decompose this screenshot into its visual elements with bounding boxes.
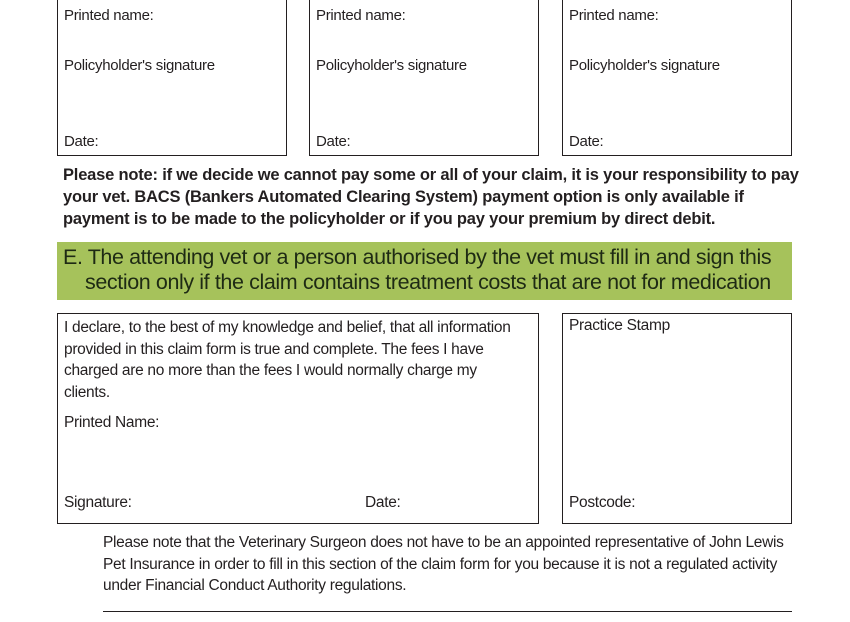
postcode-label: Postcode: <box>569 494 636 511</box>
policyholder-signature-label: Policyholder's signature <box>64 57 215 74</box>
policyholder-signature-box-1[interactable] <box>57 0 287 156</box>
printed-name-label: Printed name: <box>64 7 154 24</box>
date-label: Date: <box>64 133 99 150</box>
date-label: Date: <box>569 133 604 150</box>
practice-stamp-box[interactable] <box>562 313 792 524</box>
vet-regulation-note: Please note that the Veterinary Surgeon does not have to be an appointed representative of John Lewis Pet Insurance in order to fill in this section of the claim form for you because it is not a regulated activity under Financial Conduct Authority regulations. <box>103 534 784 594</box>
policyholder-signature-box-3[interactable] <box>562 0 792 156</box>
practice-stamp-label: Practice Stamp <box>569 317 670 334</box>
vet-signature-label: Signature: <box>64 494 132 511</box>
payment-note: Please note: if we decide we cannot pay some or all of your claim, it is your responsibility to pay your vet. BACS (Bankers Automated Clearing System) payment option is only available if payment is to be made to the policyholder or if you pay your premium by direct debit. <box>63 166 799 228</box>
vet-declaration-box[interactable] <box>57 313 539 524</box>
section-e-heading <box>63 245 783 295</box>
vet-declaration-text: I declare, to the best of my knowledge and belief, that all information provided in this claim form is true and complete. The fees I have charged are no more than the fees I would normally charge my clients. <box>64 319 511 401</box>
policyholder-signature-box-2[interactable] <box>309 0 539 156</box>
vet-printed-name-label: Printed Name: <box>64 414 160 431</box>
section-e-heading-line2: section only if the claim contains treatment costs that are not for medication <box>85 270 771 294</box>
section-e-banner <box>57 242 792 300</box>
date-label: Date: <box>316 133 351 150</box>
policyholder-signature-label: Policyholder's signature <box>569 57 720 74</box>
section-e-heading-line1: E. The attending vet or a person authorised by the vet must fill in and sign this <box>63 245 772 269</box>
printed-name-label: Printed name: <box>569 7 659 24</box>
vet-date-label: Date: <box>365 494 401 511</box>
footer-divider <box>103 611 792 612</box>
printed-name-label: Printed name: <box>316 7 406 24</box>
policyholder-signature-label: Policyholder's signature <box>316 57 467 74</box>
